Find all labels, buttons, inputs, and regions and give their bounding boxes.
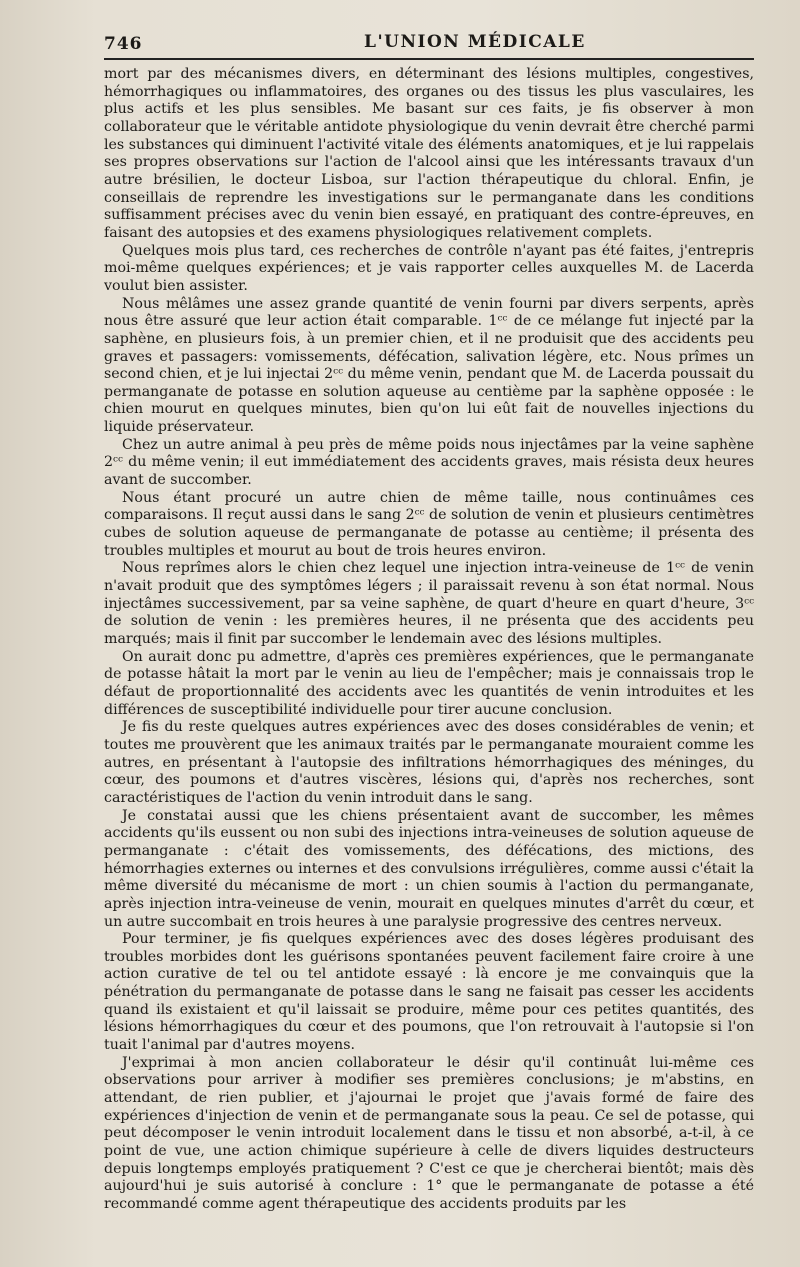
paragraph: Je constatai aussi que les chiens présentaient avant de succomber, les mêmes accidents qu'ils eussent ou non subi des injections intra-veineuses de solution aqueuse de permanganate : c'était des vomissements, des défécations, des mictions, des hémorrhagies externes ou internes et des convulsions irrégulières, comme aussi c'était la même diversité du mécanisme de mort : un chien soumis à l'action du permanganate, après injection intra-veineuse de venin, mourait en quelques minutes d'arrêt du cœur, et un autre succombait en trois heures à une paralysie progressive des centres nerveux. bbox=[104, 807, 754, 930]
page-number: 746 bbox=[104, 34, 143, 54]
paragraph: On aurait donc pu admettre, d'après ces premières expériences, que le permanganate de potasse hâtait la mort par le venin au lieu de l'empêcher; mais je connaissais trop le défaut de proportionnalité des accidents avec les quantités de venin introduites et les différences de susceptibilité individuelle pour tirer aucune conclusion. bbox=[104, 648, 754, 718]
paragraph: Pour terminer, je fis quelques expériences avec des doses légères produisant des troubles morbides dont les guérisons spontanées peuvent facilement faire croire à une action curative de tel ou tel antidote essayé : là encore je me convainquis que la pénétration du permanganate de potasse dans le sang ne faisait pas cesser les accidents quand ils existaient et qu'il laissait se produire, même pour ces petites quantités, des lésions hémorrhagiques du cœur et des poumons, que l'on retrouvait à l'autopsie si l'on tuait l'animal par d'autres moyens. bbox=[104, 931, 754, 1054]
article-body bbox=[104, 66, 754, 1214]
paragraph: J'exprimai à mon ancien collaborateur le désir qu'il continuât lui-même ces observations pour arriver à modifier ses premières conclusions; je m'abstins, en attendant, de rien publier, et j'ajournai le projet que j'avais formé de faire des expériences d'injection de venin et de permanganate sous la peau. Ce sel de potasse, qui peut décomposer le venin introduit localement dans le tissu et non absorbé, a-t-il, à ce point de vue, une action chimique supérieure à celle de divers liquides destructeurs depuis longtemps employés pratiquement ? C'est ce que je chercherai bientôt; mais dès aujourd'hui je suis autorisé à conclure : 1° que le permanganate de potasse a été recommandé comme agent thérapeutique des accidents produits par les bbox=[104, 1054, 754, 1212]
paragraph: Nous mêlâmes une assez grande quantité de venin fourni par divers serpents, après nous être assuré que leur action était comparable. 1ᶜᶜ de ce mélange fut injecté par la saphène, en plusieurs fois, à un premier chien, et il ne produisit que des accidents peu graves et passagers: vomissements, défécation, salivation légère, etc. Nous prîmes un second chien, et je lui injectai 2ᶜᶜ du même venin, pendant que M. de Lacerda poussait du permanganate de potasse en solution aqueuse au centième par la saphène opposée : le chien mourut en quelques minutes, bien qu'on lui eût fait de nouvelles injections du liquide préservateur. bbox=[104, 295, 754, 436]
paragraph: Chez un autre animal à peu près de même poids nous injectâmes par la veine saphène 2ᶜᶜ du même venin; il eut immédiatement des accidents graves, mais résista deux heures avant de succomber. bbox=[104, 436, 754, 489]
running-header bbox=[104, 26, 754, 56]
header-rule bbox=[104, 58, 754, 60]
journal-title: L'UNION MÉDICALE bbox=[364, 32, 586, 52]
paragraph: mort par des mécanismes divers, en déterminant des lésions multiples, congestives, hémorrhagiques ou inflammatoires, des organes ou des tissus les plus vasculaires, les plus actifs et les plus sensibles. Me basant sur ces faits, je fis observer à mon collaborateur que le véritable antidote physiologique du venin devrait être cherché parmi les substances qui diminuent l'activité vitale des éléments anatomiques, et je lui rappelais ses propres observations sur l'action de l'alcool ainsi que les intéressants travaux d'un autre brésilien, le docteur Lisboa, sur l'action thérapeutique du chloral. Enfin, je conseillais de reprendre les investigations sur le permanganate dans les conditions suffisamment précises avec du venin bien essayé, en pratiquant des contre-épreuves, en faisant des autopsies et des examens physiologiques relativement complets. bbox=[104, 66, 754, 241]
paragraph: Je fis du reste quelques autres expériences avec des doses considérables de venin; et toutes me prouvèrent que les animaux traités par le permanganate mouraient comme les autres, en présentant à l'autopsie des infiltrations hémorrhagiques des méninges, du cœur, des poumons et d'autres viscères, lésions qui, d'après nos recherches, sont caractéristiques de l'action du venin introduit dans le sang. bbox=[104, 719, 754, 806]
paragraph: Quelques mois plus tard, ces recherches de contrôle n'ayant pas été faites, j'entrepris moi-même quelques expériences; et je vais rapporter celles auxquelles M. de Lacerda voulut bien assister. bbox=[104, 242, 754, 294]
paragraph: Nous étant procuré un autre chien de même taille, nous continuâmes ces comparaisons. Il reçut aussi dans le sang 2ᶜᶜ de solution de venin et plusieurs centimètres cubes de solution aqueuse de permanganate de potasse au centième; il présenta des troubles multiples et mourut au bout de trois heures environ. bbox=[104, 489, 754, 559]
paragraph: Nous reprîmes alors le chien chez lequel une injection intra-veineuse de 1ᶜᶜ de venin n'avait produit que des symptômes légers ; il paraissait revenu à son état normal. Nous injectâmes successivement, par sa veine saphène, de quart d'heure en quart d'heure, 3ᶜᶜ de solution de venin : les premières heures, il ne présenta que des accidents peu marqués; mais il finit par succomber le lendemain avec des lésions multiples. bbox=[104, 560, 754, 647]
